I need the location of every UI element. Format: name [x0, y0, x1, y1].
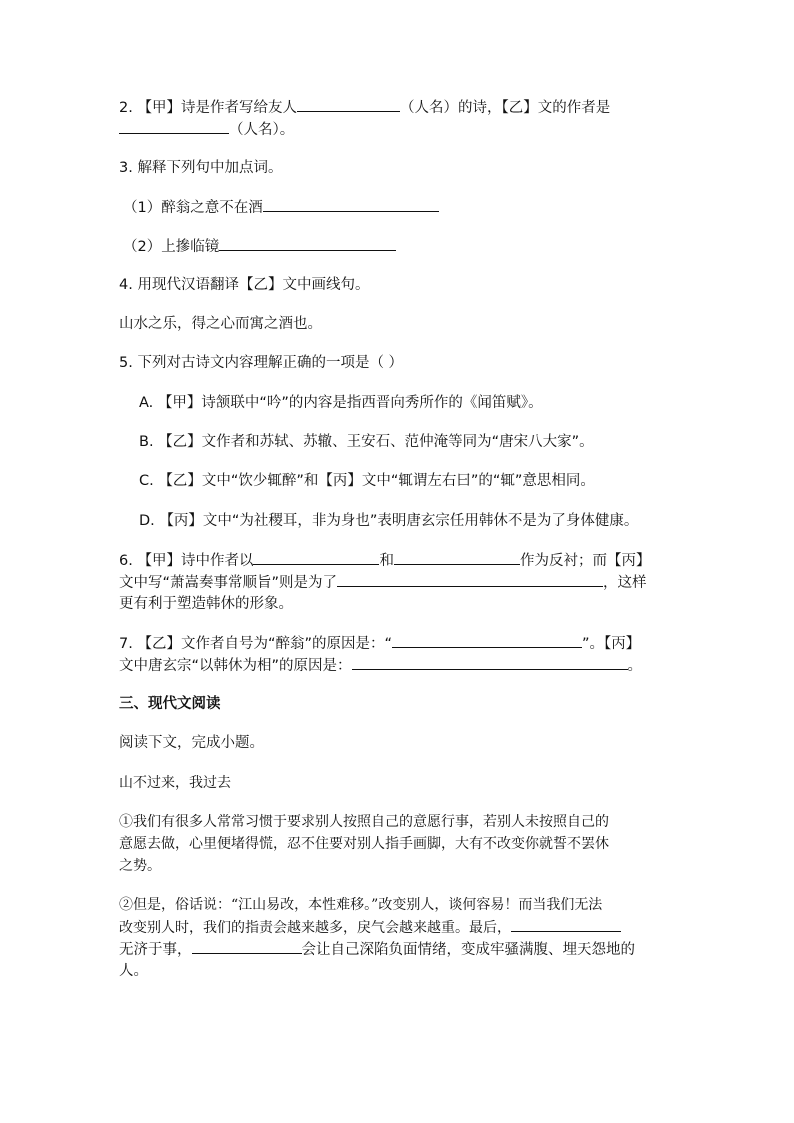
- question-2-line-2: [119, 118, 294, 141]
- passage-para-2-line-4: 人。: [119, 963, 148, 979]
- question-6-text-e: ，这样: [603, 575, 647, 591]
- section-3-instruction: 阅读下文，完成小题。: [119, 735, 264, 751]
- passage-title: 山不过来，我过去: [119, 775, 231, 791]
- question-3-item-2-text: （2）上摻临镜: [123, 239, 220, 255]
- option-c[interactable]: C. 【乙】文中“饮少辄醉”和【丙】文中“辄谓左右曰”的“辄”意思相同。: [139, 473, 595, 489]
- question-6-line-3: 更有利于塑造韩休的形象。: [119, 596, 293, 612]
- question-5-stem: 5. 下列对古诗文内容理解正确的一项是（ ）: [119, 355, 404, 371]
- question-6-text-a: 6. 【甲】诗中作者以: [119, 553, 254, 569]
- question-6-line-2: [119, 571, 647, 594]
- passage-para-2-text-b: 无济于事，: [119, 942, 192, 958]
- answer-blank-passage-2[interactable]: [192, 938, 302, 954]
- question-7-text-d: 。: [627, 658, 643, 674]
- answer-blank-q2-friend[interactable]: [297, 96, 400, 112]
- option-a[interactable]: A. 【甲】诗颔联中“吟”的内容是指西晋向秀所作的《闻笛赋》。: [139, 395, 543, 411]
- section-3-heading: 三、现代文阅读: [119, 696, 221, 712]
- question-7-line-1: [119, 632, 640, 655]
- option-d[interactable]: D. 【丙】文中“为社稷耳，非为身也”表明唐玄宗任用韩休不是为了身体健康。: [139, 513, 639, 529]
- question-7-text-a: 7. 【乙】文作者自号为“醉翁”的原因是：“: [119, 636, 392, 652]
- passage-para-2-line-2: [119, 916, 621, 939]
- question-2-text-a: 2. 【甲】诗是作者写给友人: [119, 100, 297, 116]
- question-3-item-1-text: （1）醉翁之意不在酒: [123, 200, 263, 216]
- question-6-line-1: [119, 549, 650, 572]
- question-6-text-b: 和: [379, 553, 394, 569]
- question-2-text-b: （人名）的诗，【乙】文的作者是: [399, 100, 611, 116]
- question-7-text-b: ”。【丙】: [581, 636, 641, 652]
- passage-para-2-line-3: [119, 938, 635, 961]
- question-6-text-c: 作为反衬；而【丙】: [519, 553, 651, 569]
- answer-blank-q3-2[interactable]: [219, 235, 396, 251]
- question-6-text-d: 文中写“萧嵩奏事常顺旨”则是为了: [119, 575, 338, 591]
- option-b[interactable]: B. 【乙】文作者和苏轼、苏辙、王安石、范仲淹等同为“唐宋八大家”。: [139, 434, 594, 450]
- answer-blank-q2-author[interactable]: [119, 118, 229, 134]
- passage-para-2-text-a: 改变别人时，我们的指责会越来越多，戾气会越来越重。最后，: [119, 920, 511, 936]
- answer-blank-q6-2[interactable]: [394, 549, 520, 565]
- question-3-item-1: [123, 196, 439, 219]
- passage-para-2-line-1: ②但是，俗话说：“江山易改，本性难移。”改变别人，谈何容易！而当我们无法: [119, 897, 603, 913]
- question-3-item-2: [123, 235, 396, 258]
- answer-blank-q3-1[interactable]: [263, 196, 439, 212]
- answer-blank-q7-2[interactable]: [352, 654, 628, 670]
- question-7-line-2: [119, 654, 642, 677]
- passage-para-1-line-3: 之势。: [119, 858, 161, 874]
- question-4-sentence: 山水之乐，得之心而寓之酒也。: [119, 316, 322, 332]
- question-4-stem: 4. 用现代汉语翻译【乙】文中画线句。: [119, 277, 370, 293]
- answer-blank-passage-1[interactable]: [511, 916, 621, 932]
- answer-blank-q7-1[interactable]: [392, 632, 582, 648]
- question-2-line-1: [119, 96, 610, 119]
- answer-blank-q6-3[interactable]: [337, 571, 603, 587]
- answer-blank-q6-1[interactable]: [253, 549, 379, 565]
- passage-para-1-line-1: ①我们有很多人常常习惯于要求别人按照自己的意愿行事，若别人未按照自己的: [119, 814, 609, 830]
- question-7-text-c: 文中唐玄宗“以韩休为相”的原因是：: [119, 658, 352, 674]
- question-3-stem: 3. 解释下列句中加点词。: [119, 160, 283, 176]
- passage-para-1-line-2: 意愿去做，心里便堵得慌，忍不住要对别人指手画脚，大有不改变你就誓不罢休: [119, 836, 609, 852]
- passage-para-2-text-c: 会让自己深陷负面情绪，变成牢骚满腹、埋天怨地的: [301, 942, 635, 958]
- question-2-text-c: （人名）。: [229, 122, 295, 138]
